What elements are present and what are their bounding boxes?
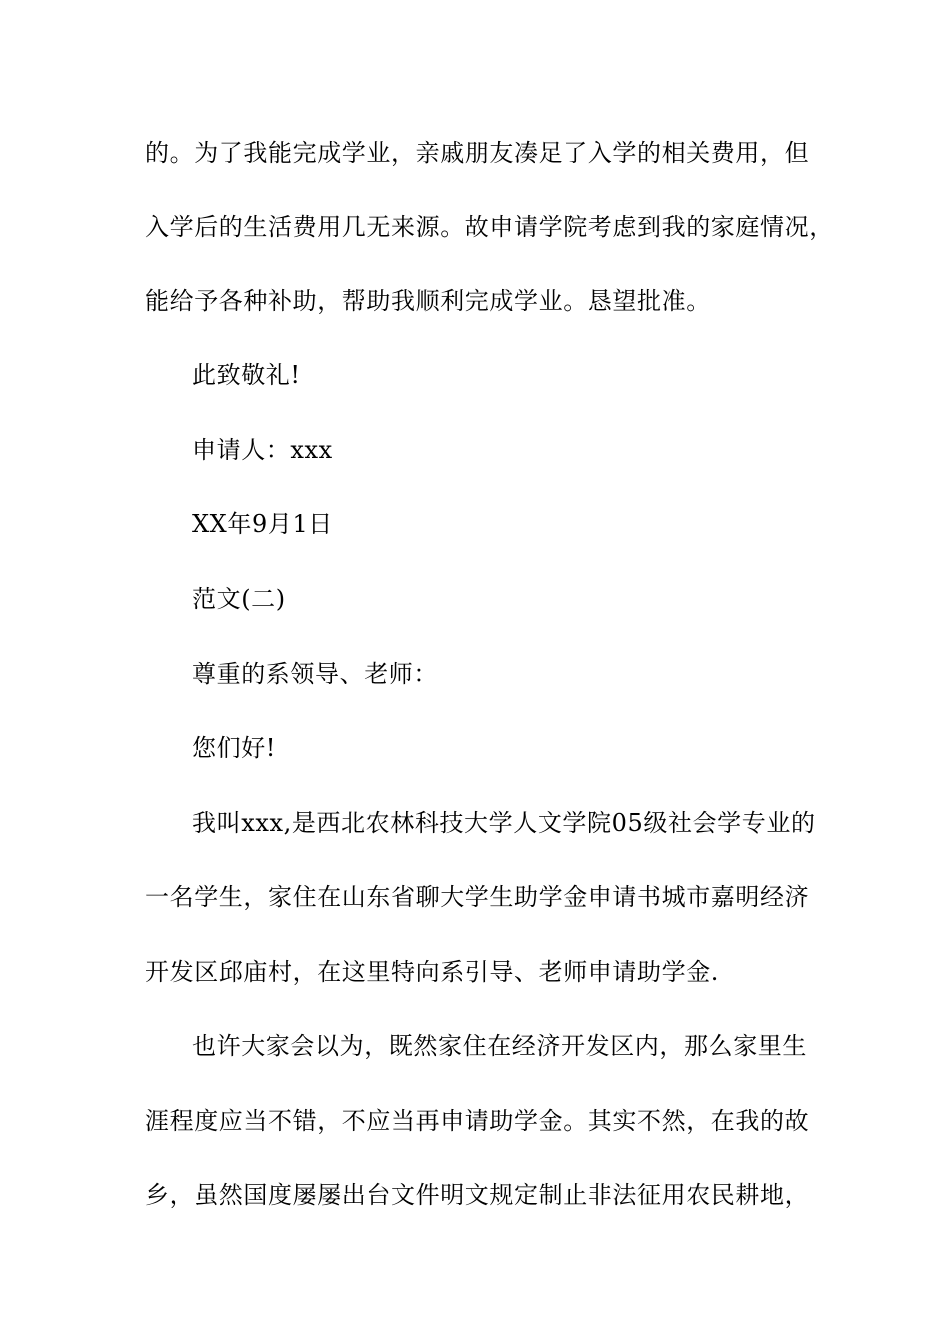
paragraph-line-8: 涯程度应当不错，不应当再申请助学金。其实不然，在我的故 [145, 1107, 810, 1135]
paragraph-line-6: 开发区邱庙村，在这里特向系引导、老师申请助学金. [145, 958, 720, 986]
paragraph-line-3: 能给予各种补助，帮助我顺利完成学业。恳望批准。 [145, 287, 711, 315]
paragraph-line-2: 入学后的生活费用几无来源。故申请学院考虑到我的家庭情况， [145, 213, 834, 241]
closing-salutation: 此致敬礼! [192, 361, 301, 389]
paragraph-line-7: 也许大家会以为，既然家住在经济开发区内，那么家里生 [192, 1032, 807, 1060]
date-line: XX年9月1日 [192, 510, 333, 538]
paragraph-line-4: 我叫xxx,是西北农林科技大学人文学院05级社会学专业的 [192, 809, 816, 837]
paragraph-line-9: 乡，虽然国度屡屡出台文件明文规定制止非法征用农民耕地， [145, 1181, 810, 1209]
greeting: 您们好! [192, 734, 277, 762]
applicant-signature: 申请人：xxx [192, 436, 333, 464]
salutation: 尊重的系领导、老师： [192, 660, 438, 688]
paragraph-line-1: 的。为了我能完成学业，亲戚朋友凑足了入学的相关费用，但 [145, 139, 810, 167]
section-heading: 范文(二) [192, 585, 286, 613]
paragraph-line-5: 一名学生，家住在山东省聊大学生助学金申请书城市嘉明经济 [145, 883, 810, 911]
